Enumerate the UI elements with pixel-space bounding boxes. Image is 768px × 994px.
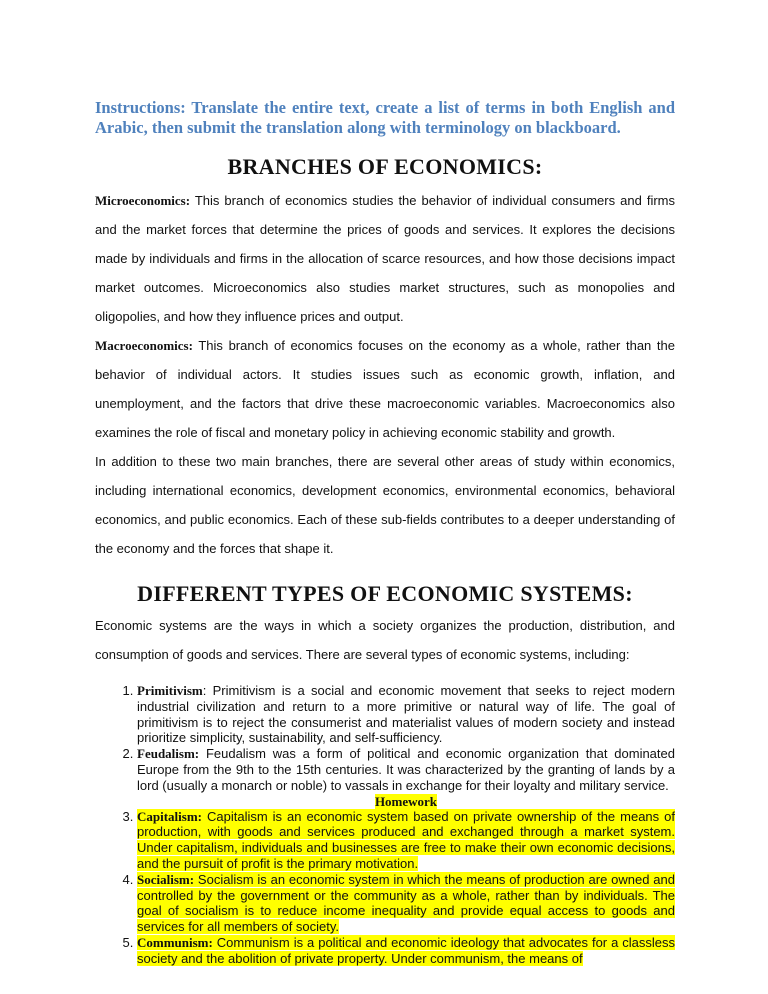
term: Capitalism: <box>137 808 202 824</box>
item-text: Feudalism was a form of political and economic organization that dominated Europe from the 9th to the 15th centuries. It was characterized by the granting of lands by a lord (usually a monarch or noble) to vassals in exchange for their loyalty and military service. <box>137 746 675 793</box>
micro-text: This branch of economics studies the behavior of individual consumers and firms and the market forces that determine the prices of goods and services. It explores the decisions made by individuals and firms in the allocation of scarce resources, and how those decisions impact market outcomes. Microeconomics also studies market structures, such as monopolies and oligopolies, and how they influence prices and output. <box>95 193 675 324</box>
economic-systems-list <box>95 683 675 967</box>
list-item-communism <box>137 935 675 967</box>
document-page <box>95 98 675 967</box>
term: Socialism: <box>137 871 195 887</box>
highlight <box>137 935 675 966</box>
paragraph-other-branches: In addition to these two main branches, there are several other areas of study within economics, including international economics, development economics, environmental economics, behavioral economics, and public economics. Each of these sub-fields contributes to a deeper understanding of the economy and the forces that shape it. <box>95 454 675 556</box>
section-heading-branches: BRANCHES OF ECONOMICS: <box>227 154 543 179</box>
paragraph-macroeconomics <box>95 331 675 447</box>
item-text: Communism is a political and economic ideology that advocates for a classless society and the abolition of private property. Under communism, the means of <box>137 934 675 966</box>
sep: : <box>202 683 213 698</box>
item-text: Socialism is an economic system in which the means of production are owned and controlled by the government or the community as a whole, rather than by individuals. The goal of socialism is to reduce income inequality and provide equal access to goods and services for all members of society. <box>137 871 675 935</box>
homework-text: Homework <box>374 793 438 809</box>
item-text: Primitivism is a social and economic movement that seeks to reject modern industrial civilization and return to a more primitive or natural way of life. The goal of primitivism is to reject the consumerist and materialist values of modern society and instead prioritize simplicity, sustainability, and self-sufficiency. <box>137 683 675 746</box>
homework-label <box>137 794 675 809</box>
instructions: Instructions: Translate the entire text, create a list of terms in both English and Arabic, then submit the translation along with terminology on blackboard. <box>95 98 675 137</box>
list-item-feudalism <box>137 746 675 808</box>
term-macroeconomics: Macroeconomics: <box>95 338 193 353</box>
paragraph-systems-intro: Economic systems are the ways in which a society organizes the production, distribution, and consumption of goods and services. There are several types of economic systems, including: <box>95 618 675 662</box>
term: Communism: <box>137 934 213 950</box>
item-text: Capitalism is an economic system based on private ownership of the means of production, with goods and services produced and exchanged through a market system. Under capitalism, individuals and businesses are free to make their own economic decisions, and the pursuit of profit is the primary motivation. <box>137 808 675 871</box>
highlight <box>137 872 675 934</box>
list-item-primitivism <box>137 683 675 746</box>
list-item-capitalism <box>137 809 675 872</box>
macro-text: This branch of economics focuses on the economy as a whole, rather than the behavior of individual actors. It studies issues such as economic growth, inflation, and unemployment, and the factors that drive these macroeconomic variables. Macroeconomics also examines the role of fiscal and monetary policy in achieving economic stability and growth. <box>95 338 675 440</box>
term: Primitivism <box>137 683 203 698</box>
paragraph-microeconomics <box>95 186 675 331</box>
sep <box>199 746 206 761</box>
list-item-socialism <box>137 872 675 935</box>
section-heading-systems: DIFFERENT TYPES OF ECONOMIC SYSTEMS: <box>137 581 633 606</box>
highlight <box>137 809 675 871</box>
term: Feudalism: <box>137 746 200 762</box>
term-microeconomics: Microeconomics: <box>95 193 191 208</box>
